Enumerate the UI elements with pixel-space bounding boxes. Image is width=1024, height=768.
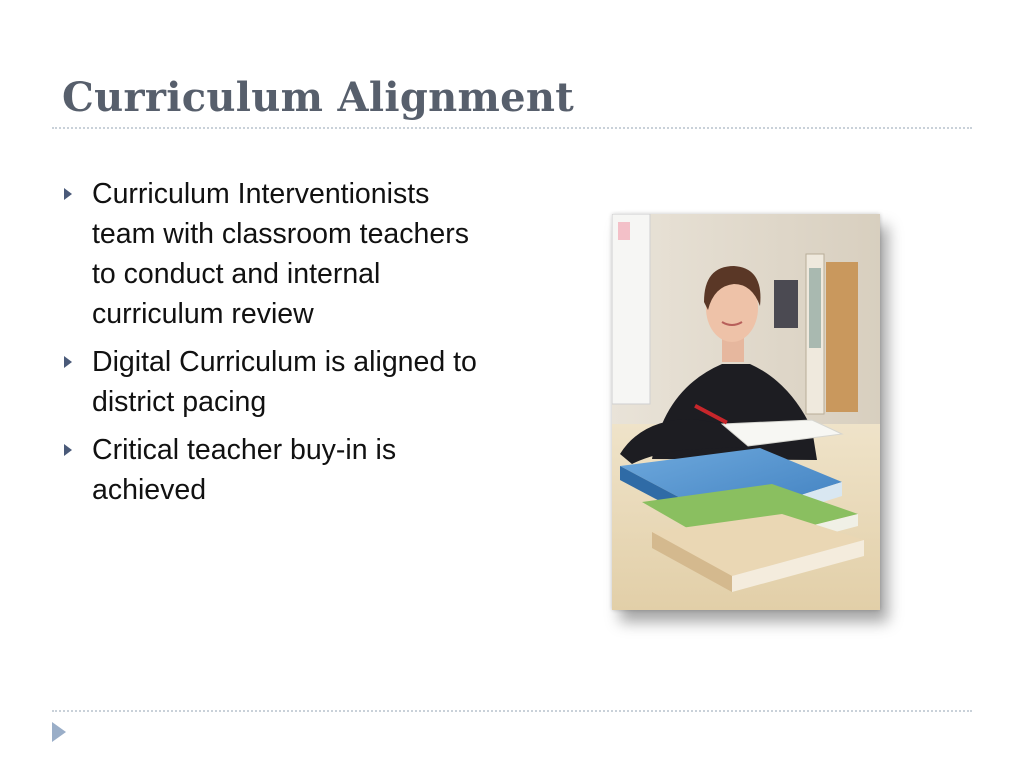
- slide-title: Curriculum Alignment: [62, 74, 575, 121]
- footer-divider: [52, 710, 972, 712]
- bullet-item: [60, 174, 500, 334]
- bullet-list: [60, 174, 500, 518]
- bullet-text: Digital Curriculum is aligned to district pacing: [92, 346, 477, 418]
- bullet-arrow-icon: [64, 188, 72, 200]
- teacher-photo: [612, 214, 880, 610]
- bullet-arrow-icon: [64, 356, 72, 368]
- bullet-text: Critical teacher buy-in is achieved: [92, 434, 397, 506]
- bullet-arrow-icon: [64, 444, 72, 456]
- bullet-item: [60, 430, 500, 510]
- bullet-item: [60, 342, 500, 422]
- title-divider: [52, 127, 972, 129]
- corner-arrow-icon: [52, 722, 66, 742]
- bullet-text: Curriculum Interventionists team with classroom teachers to conduct and internal curriculum review: [92, 178, 469, 330]
